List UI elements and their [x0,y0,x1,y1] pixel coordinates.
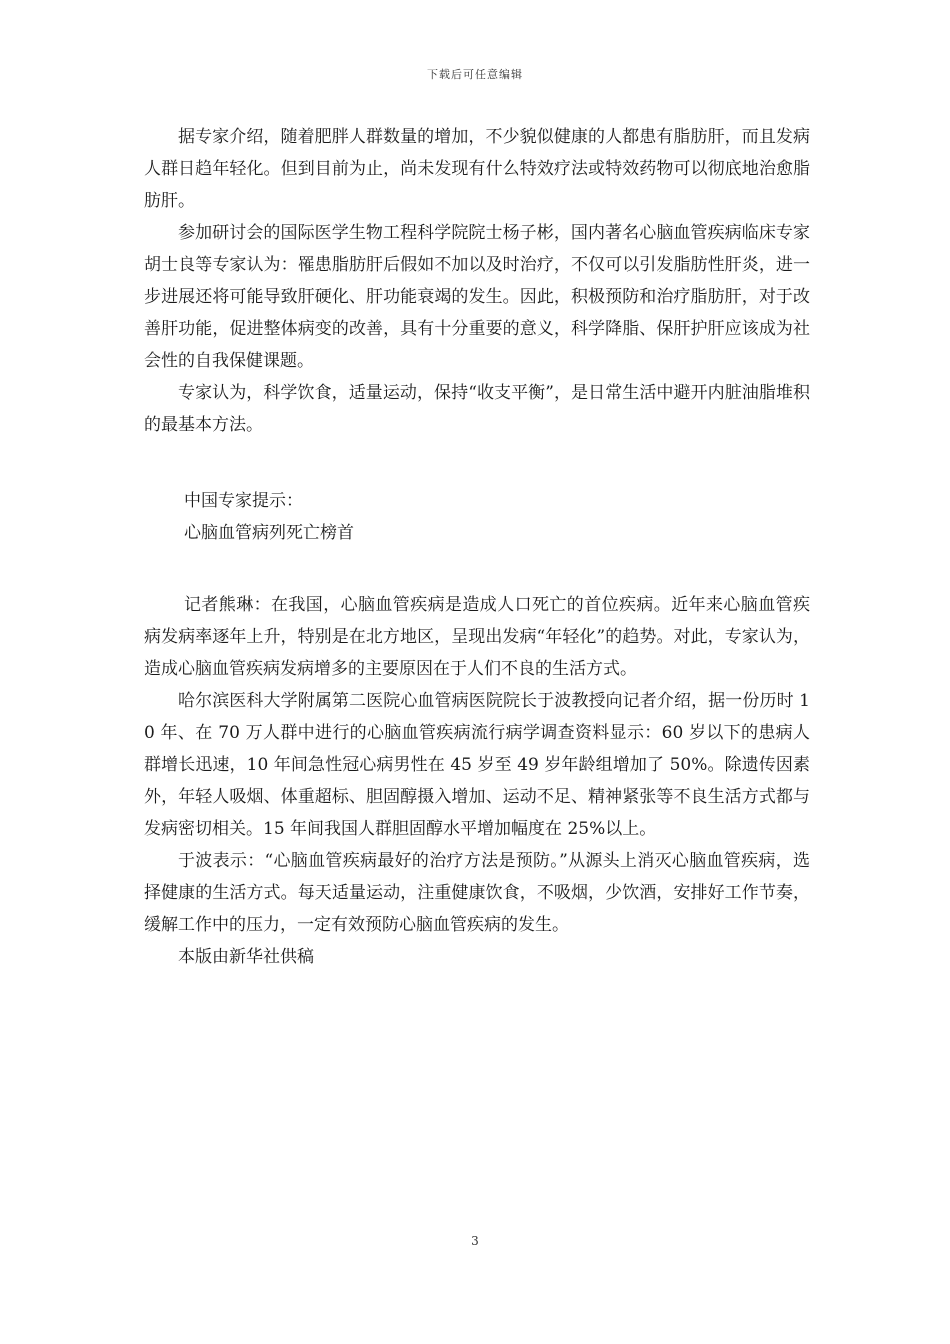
paragraph-fatty-liver-intro: 据专家介绍，随着肥胖人群数量的增加，不少貌似健康的人都患有脂肪肝，而且发病人群日趋年轻化。但到目前为止，尚未发现有什么特效疗法或特效药物可以彻底地治愈脂肪肝。 [144,127,810,211]
section-label: 中国专家提示： [184,491,303,511]
page-number: 3 [471,1234,479,1248]
section-gap [144,441,810,485]
paragraph-survey-data: 哈尔滨医科大学附属第二医院心血管病医院院长于波教授向记者介绍，据一份历时 10 年、在 70 万人群中进行的心脑血管疾病流行病学调查资料显示：60 岁以下的患病人群增长迅速，10 年间急性冠心病男性在 45 岁至 49 岁年龄组增加了 50%。除遗传因素外，年轻人吸烟、体重超标、胆固醇摄入增加、运动不足、精神紧张等不良生活方式都与发病密切相关。15 年间我国人群胆固醇水平增加幅度在 25%以上。 [144,691,810,839]
section-title: 心脑血管病列死亡榜首 [184,523,354,543]
paragraph-diet-advice: 专家认为，科学饮食，适量运动，保持“收支平衡”，是日常生活中避开内脏油脂堆积的最基本方法。 [144,383,810,435]
paragraph-expert-opinion: 参加研讨会的国际医学生物工程科学院院士杨子彬，国内著名心脑血管疾病临床专家胡士良等专家认为：罹患脂肪肝后假如不加以及时治疗，不仅可以引发脂肪性肝炎，进一步进展还将可能导致肝硬化、肝功能衰竭的发生。因此，积极预防和治疗脂肪肝，对于改善肝功能，促进整体病变的改善，具有十分重要的意义，科学降脂、保肝护肝应该成为社会性的自我保健课题。 [144,223,810,371]
section-gap [144,549,810,589]
paragraph-prevention: 于波表示：“心脑血管疾病最好的治疗方法是预防。”从源头上消灭心脑血管疾病，选择健康的生活方式。每天适量运动，注重健康饮食，不吸烟，少饮酒，安排好工作节奏，缓解工作中的压力，一定有效预防心脑血管疾病的发生。 [144,851,810,935]
paragraph-reporter-intro: 记者熊琳：在我国，心脑血管疾病是造成人口死亡的首位疾病。近年来心脑血管疾病发病率逐年上升，特别是在北方地区，呈现出发病“年轻化”的趋势。对此，专家认为，造成心脑血管疾病发病增多的主要原因在于人们不良的生活方式。 [144,595,810,679]
page-header: 下载后可任意编辑 [427,68,523,81]
paragraph-source-credit: 本版由新华社供稿 [178,947,314,967]
document-body [144,121,810,973]
